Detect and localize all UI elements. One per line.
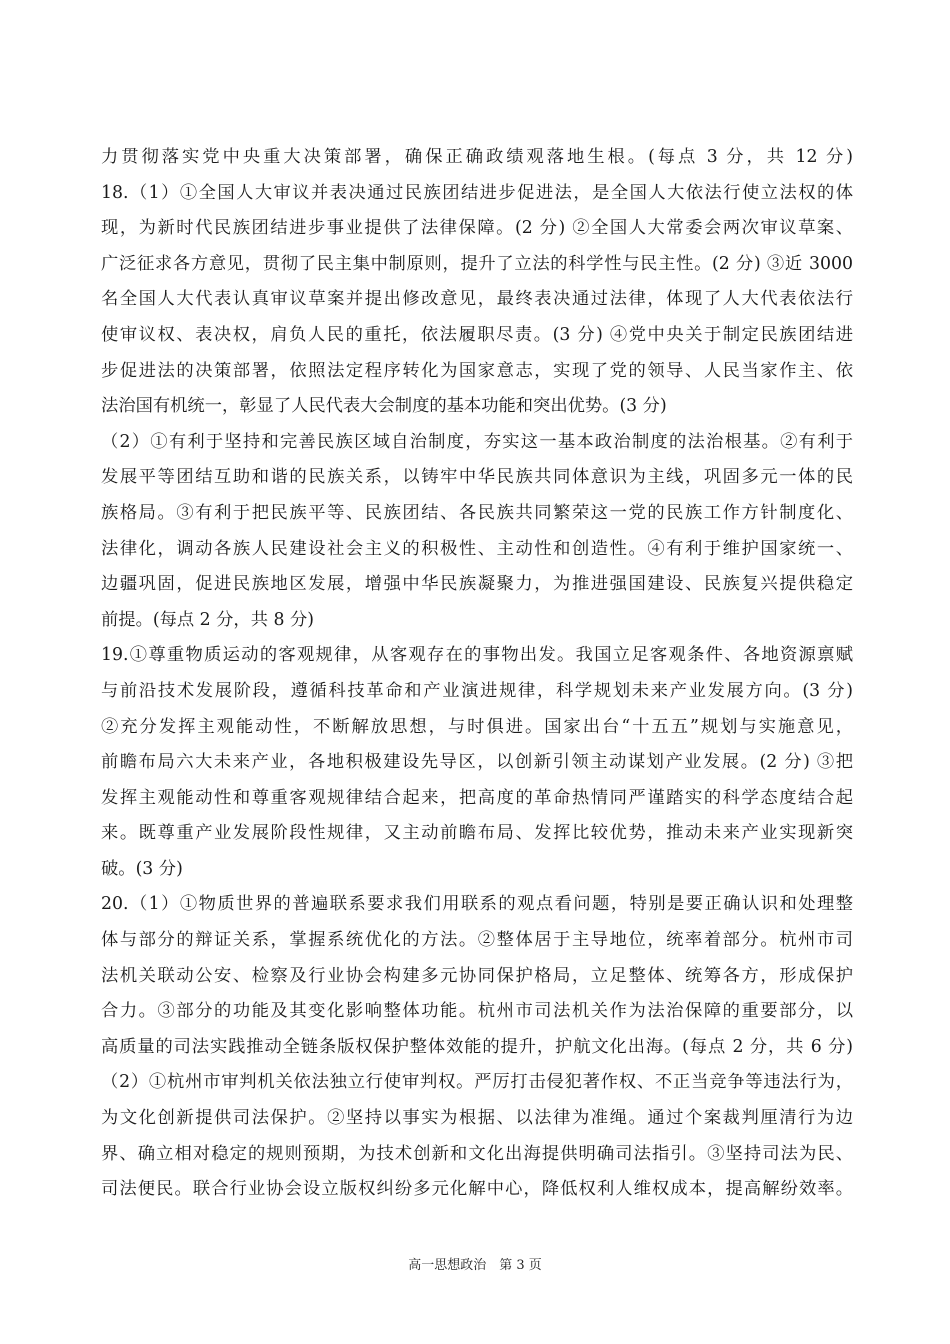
text-line: 族格局。③有利于把民族平等、民族团结、各民族共同繁荣这一党的民族工作方针制度化、	[101, 502, 853, 523]
text-line: 界、确立相对稳定的规则预期，为技术创新和文化出海提供明确司法指引。③坚持司法为民、	[101, 1143, 853, 1164]
text-line: 破。(3 分)	[101, 858, 183, 879]
text-line: 18.（1）①全国人大审议并表决通过民族团结进步促进法，是全国人大依法行使立法权的体	[101, 182, 853, 203]
text-line: 发挥主观能动性和尊重客观规律结合起来，把高度的革命热情同严谨踏实的科学态度结合起	[101, 787, 853, 808]
text-line: ②充分发挥主观能动性，不断解放思想，与时俱进。国家出台“十五五”规划与实施意见，	[101, 716, 853, 737]
text-line: 边疆巩固，促进民族地区发展，增强中华民族凝聚力，为推进强国建设、民族复兴提供稳定	[101, 574, 853, 595]
text-line: 合力。③部分的功能及其变化影响整体功能。杭州市司法机关作为法治保障的重要部分，以	[101, 1001, 853, 1022]
text-line: 19.①尊重物质运动的客观规律，从客观存在的事物出发。我国立足客观条件、各地资源禀赋	[101, 645, 853, 666]
text-line: 前瞻布局六大未来产业，各地积极建设先导区，以创新引领主动谋划产业发展。(2 分) ③把	[101, 752, 853, 773]
text-line: 法律化，调动各族人民建设社会主义的积极性、主动性和创造性。④有利于维护国家统一、	[101, 538, 853, 559]
text-line: 名全国人大代表认真审议草案并提出修改意见，最终表决通过法律，体现了人大代表依法行	[101, 289, 853, 310]
text-line: 力贯彻落实党中央重大决策部署，确保正确政绩观落地生根。(每点 3 分，共 12 分)	[101, 147, 853, 167]
text-line: 与前沿技术发展阶段，遵循科技革命和产业演进规律，科学规划未来产业发展方向。(3 分)	[101, 680, 853, 701]
text-line: 20.（1）①物质世界的普遍联系要求我们用联系的观点看问题，特别是要正确认识和处理整	[101, 894, 853, 915]
text-line: 法治国有机统一，彰显了人民代表大会制度的基本功能和突出优势。(3 分)	[101, 396, 667, 417]
text-line: 高质量的司法实践推动全链条版权保护整体效能的提升，护航文化出海。(每点 2 分，共 6 分)	[101, 1036, 853, 1057]
text-line: 法机关联动公安、检察及行业协会构建多元协同保护格局，立足整体、统筹各方，形成保护	[101, 965, 853, 986]
text-line: 发展平等团结互助和谐的民族关系，以铸牢中华民族共同体意识为主线，巩固多元一体的民	[101, 467, 853, 488]
text-line: 体与部分的辩证关系，掌握系统优化的方法。②整体居于主导地位，统率着部分。杭州市司	[101, 930, 853, 951]
text-line: 为文化创新提供司法保护。②坚持以事实为根据、以法律为准绳。通过个案裁判厘清行为边	[101, 1108, 853, 1129]
text-line: 来。既尊重产业发展阶段性规律，又主动前瞻布局、发挥比较优势，推动未来产业实现新突	[101, 823, 853, 844]
text-line: 步促进法的决策部署，依照法定程序转化为国家意志，实现了党的领导、人民当家作主、依	[101, 360, 853, 381]
text-line: 前提。(每点 2 分，共 8 分)	[101, 609, 314, 630]
text-line: （2）①有利于坚持和完善民族区域自治制度，夯实这一基本政治制度的法治根基。②有利于	[101, 431, 853, 452]
text-line: 司法便民。联合行业协会设立版权纠纷多元化解中心，降低权利人维权成本，提高解纷效率。	[101, 1179, 853, 1200]
text-line: 使审议权、表决权，肩负人民的重托，依法履职尽责。(3 分) ④党中央关于制定民族团结进	[101, 324, 853, 345]
text-line: 现，为新时代民族团结进步事业提供了法律保障。(2 分) ②全国人大常委会两次审议草案、	[101, 218, 853, 239]
answer-text-body	[101, 140, 853, 1208]
text-line: 广泛征求各方意见，贯彻了民主集中制原则，提升了立法的科学性与民主性。(2 分) ③近 3000	[101, 253, 853, 274]
page-footer: 高一思想政治 第 3 页	[408, 1258, 542, 1273]
text-line: （2）①杭州市审判机关依法独立行使审判权。严厉打击侵犯著作权、不正当竞争等违法行为，	[101, 1072, 853, 1093]
